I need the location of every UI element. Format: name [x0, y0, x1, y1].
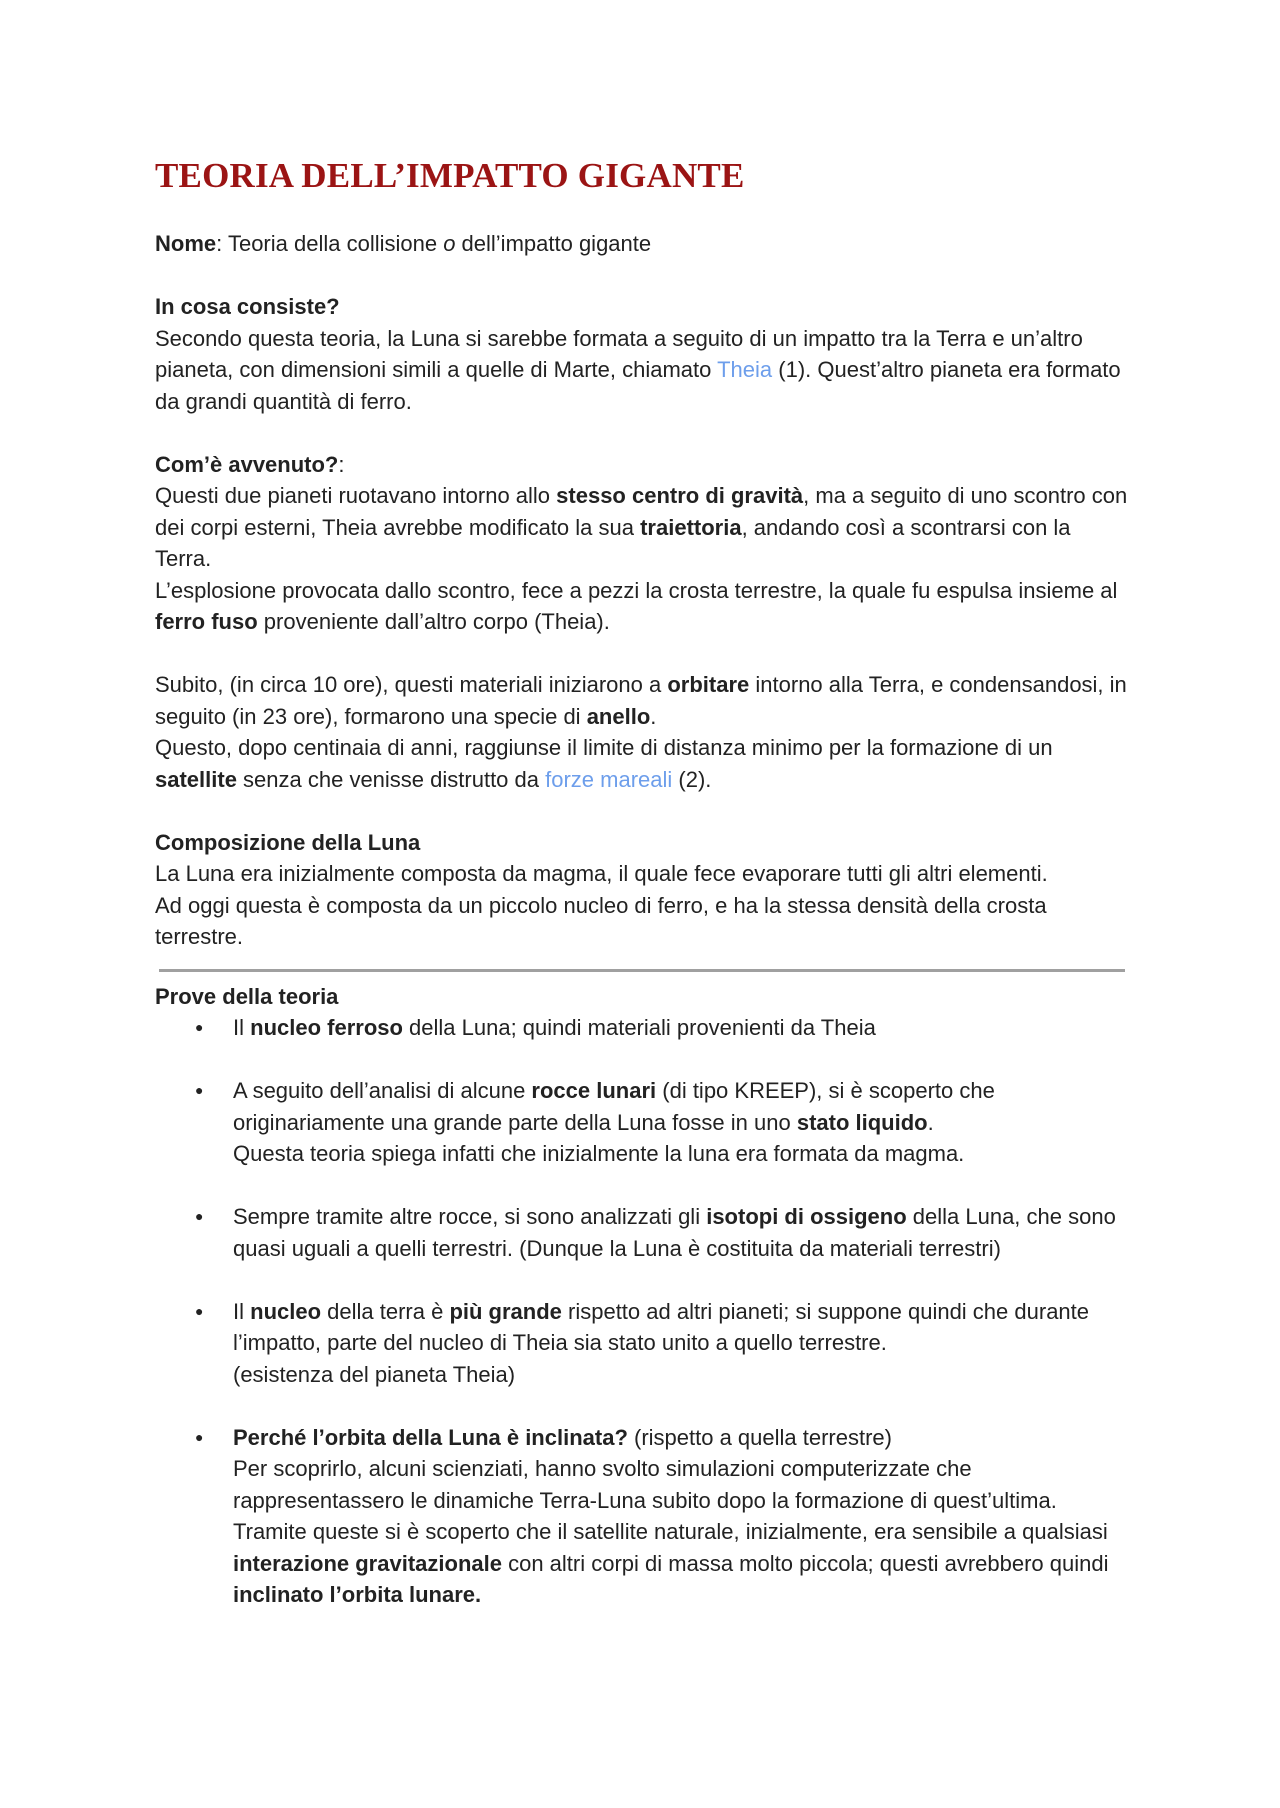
section-heading-composition: Composizione della Luna — [155, 829, 421, 855]
paragraph-how-1: Questi due pianeti ruotavano intorno allo stesso centro di gravità, ma a seguito di uno scontro con dei corpi esterni, Theia avrebbe modificato la sua traiettoria, andando così a scontrarsi con la Terra. — [155, 483, 1128, 571]
paragraph-how-3: Subito, (in circa 10 ore), questi materiali iniziarono a orbitare intorno alla Terra, e condensandosi, in seguito (in 23 ore), formarono una specie di anello. — [155, 672, 1127, 729]
link-forze-mareali[interactable]: forze mareali — [545, 766, 673, 792]
list-item: ● Il nucleo della terra è più grande rispetto ad altri pianeti; si suppone quindi che durante l’impatto, parte del nucleo di Theia sia stato unito a quello terrestre. (esistenza del pianeta Theia) — [155, 1296, 1130, 1391]
paragraph-composition-1: La Luna era inizialmente composta da magma, il quale fece evaporare tutti gli altri elementi. — [155, 861, 1048, 886]
horizontal-divider — [159, 969, 1125, 972]
name-line: Nome: Teoria della collisione o dell’impatto gigante — [155, 231, 652, 256]
list-item: ● Sempre tramite altre rocce, si sono analizzati gli isotopi di ossigeno della Luna, che sono quasi uguali a quelli terrestri. (Dunque la Luna è costituita da materiali terrestri) — [155, 1201, 1130, 1264]
section-heading-what: In cosa consiste? — [155, 294, 340, 319]
paragraph-what: Secondo questa teoria, la Luna si sarebbe formata a seguito di un impatto tra la Terra e un’altro pianeta, con dimensioni simili a quelle di Marte, chiamato Theia (1). Quest’altro pianeta era formato da grandi quantità di ferro. — [155, 325, 1121, 414]
name-label: Nome — [155, 231, 217, 256]
section-heading-how: Com’è avvenuto?: — [155, 451, 345, 477]
document-title: TEORIA DELL’IMPATTO GIGANTE — [155, 156, 745, 195]
list-item: ● Il nucleo ferroso della Luna; quindi materiali provenienti da Theia — [155, 1012, 1130, 1044]
paragraph-how-2: L’esplosione provocata dallo scontro, fece a pezzi la crosta terrestre, la quale fu espulsa insieme al ferro fuso proveniente dall’altro corpo (Theia). — [155, 577, 1118, 634]
paragraph-how-4: Questo, dopo centinaia di anni, raggiunse il limite di distanza minimo per la formazione di un satellite senza che venisse distrutto da forze mareali (2). — [155, 735, 1053, 792]
list-item: ● A seguito dell’analisi di alcune rocce lunari (di tipo KREEP), si è scoperto che originariamente una grande parte della Luna fosse in uno stato liquido. Questa teoria spiega infatti che inizialmente la luna era formata da magma. — [155, 1075, 1130, 1170]
paragraph-composition-2: Ad oggi questa è composta da un piccolo nucleo di ferro, e ha la stessa densità della crosta terrestre. — [155, 892, 1047, 949]
list-item: ● Perché l’orbita della Luna è inclinata? (rispetto a quella terrestre) Per scoprirlo, alcuni scienziati, hanno svolto simulazioni computerizzate che rappresentassero le dinamiche Terra-Luna subito dopo la formazione di quest’ultima. Tramite queste si è scoperto che il satellite naturale, inizialmente, era sensibile a qualsiasi interazione gravitazionale con altri corpi di massa molto piccola; questi avrebbero quindi inclinato l’orbita lunare. — [155, 1422, 1130, 1611]
link-theia[interactable]: Theia — [717, 357, 773, 382]
proofs-list — [155, 1012, 1130, 1611]
section-heading-proofs: Prove della teoria — [155, 983, 339, 1009]
